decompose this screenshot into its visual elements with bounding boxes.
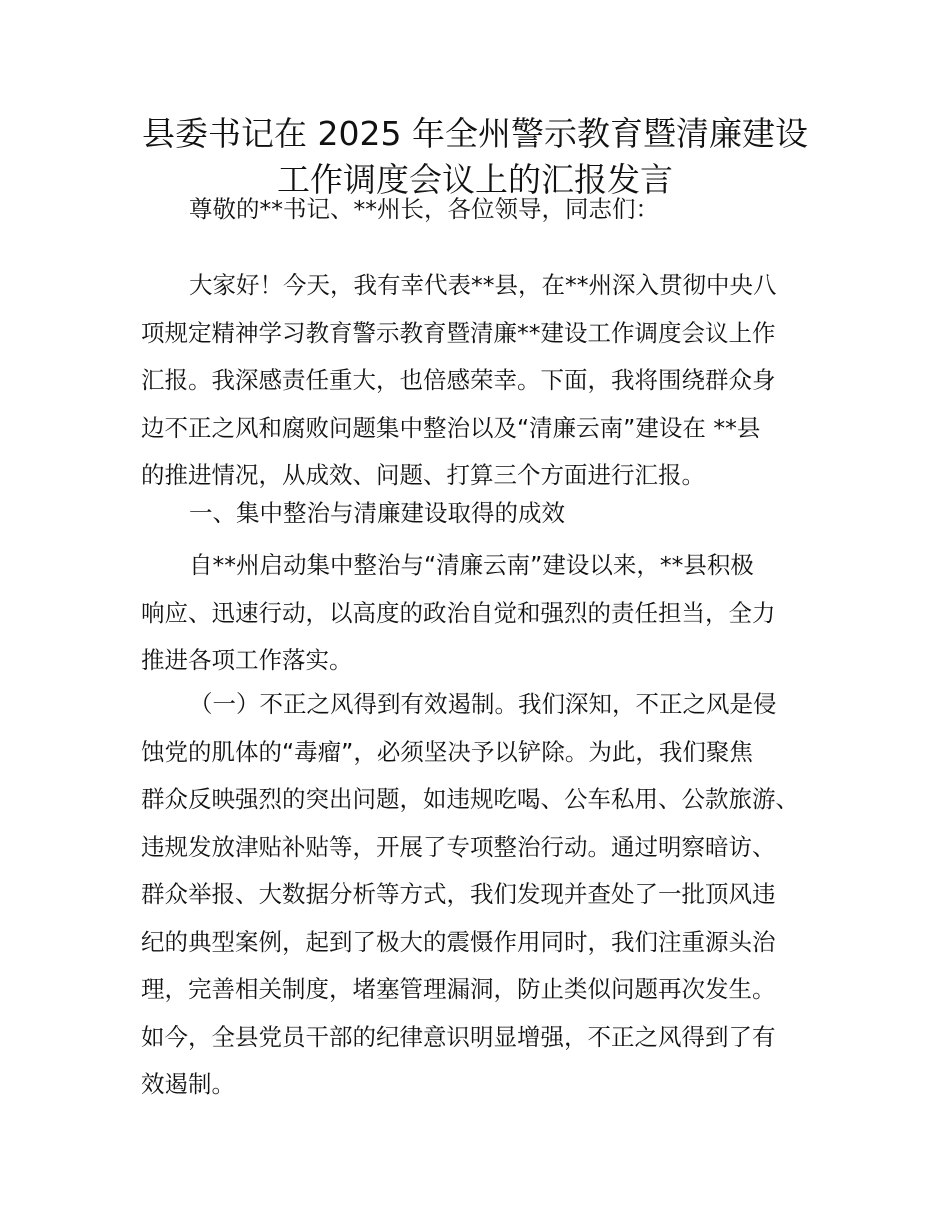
- paragraph-line: 群众举报、大数据分析等方式，我们发现并查处了一批顶风违: [141, 880, 776, 908]
- paragraph-line: 理，完善相关制度，堵塞管理漏洞，防止类似问题再次发生。: [141, 975, 776, 1003]
- paragraph-line: 边不正之风和腐败问题集中整治以及“清廉云南”建设在 **县: [141, 413, 761, 442]
- paragraph-line: 汇报。我深感责任重大，也倍感荣幸。下面，我将围绕群众身: [141, 366, 776, 394]
- paragraph-line: 大家好！今天，我有幸代表**县，在**州深入贯彻中央八: [189, 271, 777, 299]
- paragraph-line: 推进各项工作落实。: [141, 646, 353, 674]
- paragraph-line: 的推进情况，从成效、问题、打算三个方面进行汇报。: [141, 461, 705, 489]
- paragraph-line: 群众反映强烈的突出问题，如违规吃喝、公车私用、公款旅游、: [141, 785, 799, 813]
- paragraph-line: 效遏制。: [141, 1070, 235, 1098]
- paragraph-line: 项规定精神学习教育警示教育暨清廉**建设工作调度会议上作: [141, 318, 776, 347]
- section-heading-text: 一、集中整治与清廉建设取得的成效: [189, 499, 565, 527]
- document-title-line-1: 县委书记在 2025 年全州警示教育暨清廉建设: [142, 114, 808, 153]
- paragraph-line: 响应、迅速行动，以高度的政治自觉和强烈的责任担当，全力: [141, 598, 776, 627]
- document-title-line-2: 工作调度会议上的汇报发言: [277, 160, 673, 199]
- paragraph-line: （一）不正之风得到有效遏制。我们深知，不正之风是侵: [189, 690, 777, 718]
- paragraph-line: 尊敬的**书记、**州长，各位领导，同志们：: [189, 195, 659, 223]
- section-heading: [141, 490, 831, 538]
- paragraph-line: 自**州启动集中整治与“清廉云南”建设以来，**县积极: [189, 551, 754, 579]
- paragraph-line: 蚀党的肌体的“毒瘤”，必须坚决予以铲除。为此，我们聚焦: [141, 737, 753, 766]
- subsection-paragraph: [141, 681, 831, 1109]
- paragraph-line: 纪的典型案例，起到了极大的震慑作用同时，我们注重源头治: [141, 927, 776, 956]
- opening-paragraph: [141, 262, 831, 500]
- intro-paragraph: [141, 542, 831, 685]
- paragraph-line: 如今，全县党员干部的纪律意识明显增强，不正之风得到了有: [141, 1022, 776, 1051]
- salutation-paragraph: [141, 186, 831, 234]
- paragraph-line: 违规发放津贴补贴等，开展了专项整治行动。通过明察暗访、: [141, 832, 776, 861]
